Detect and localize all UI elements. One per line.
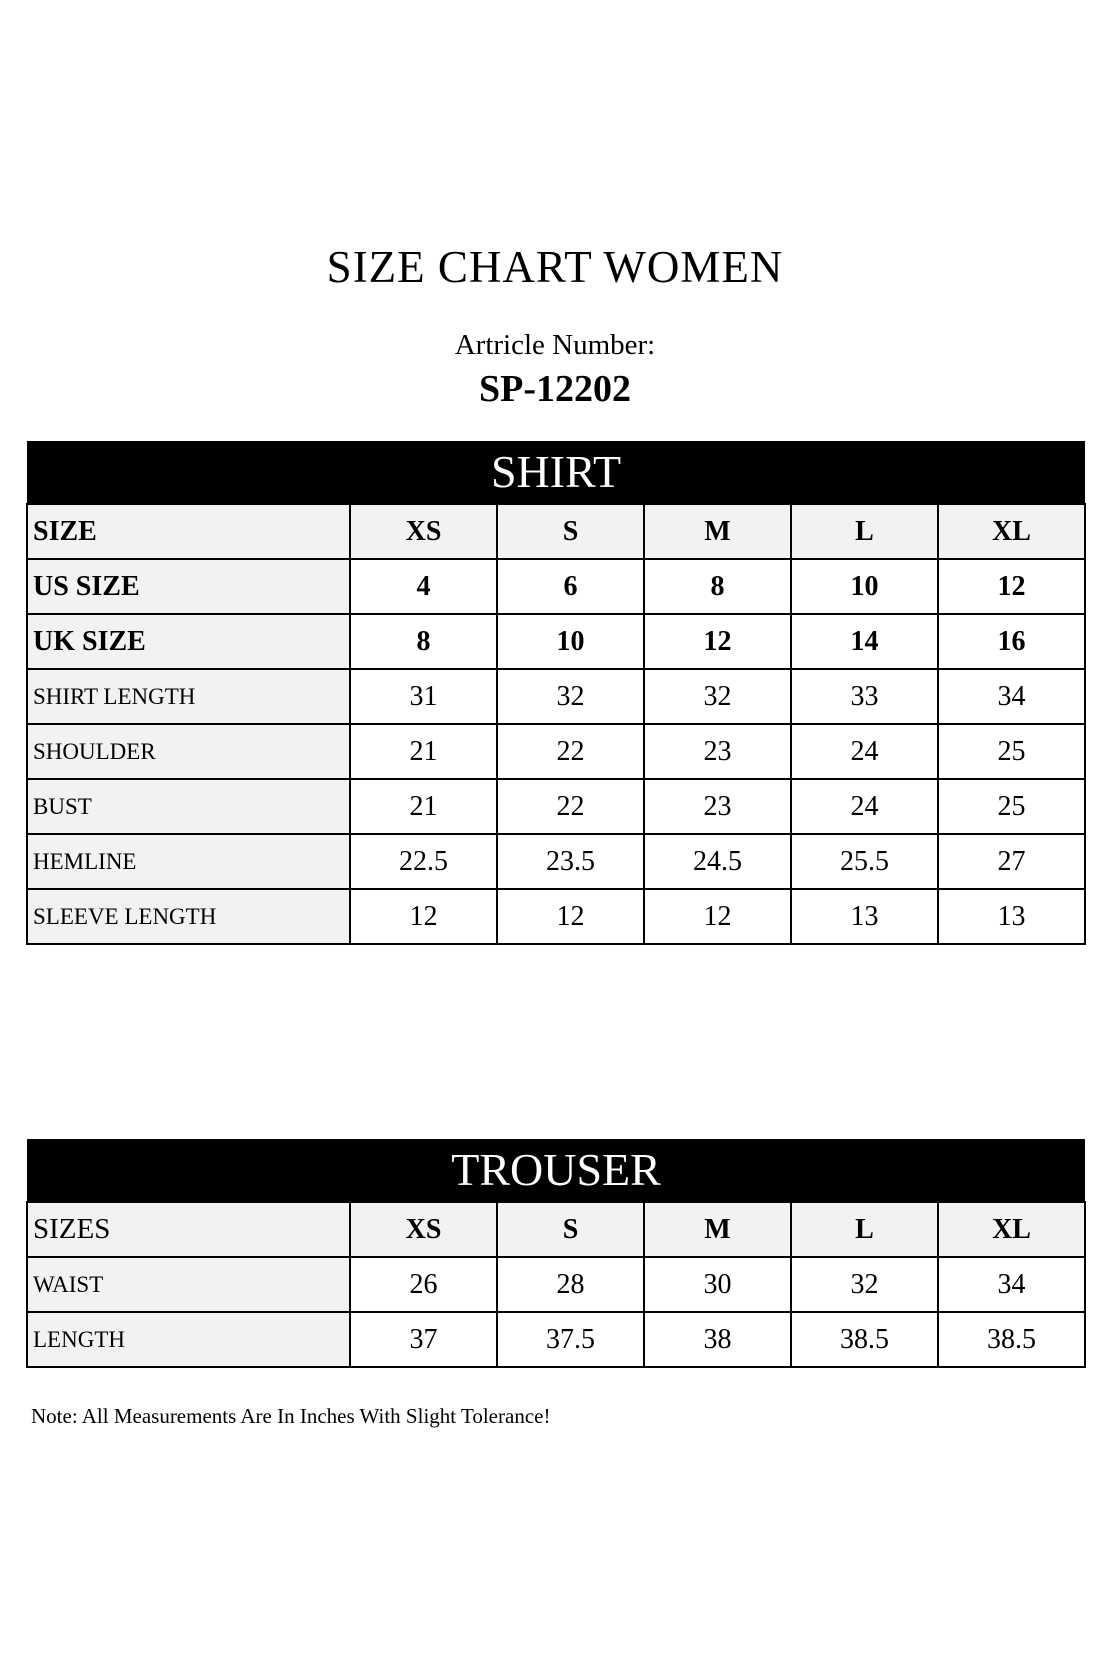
row-label: WAIST bbox=[27, 1257, 350, 1312]
table-cell: 12 bbox=[644, 614, 791, 669]
column-header: L bbox=[791, 1202, 938, 1257]
row-label: LENGTH bbox=[27, 1312, 350, 1367]
column-header: SIZE bbox=[27, 504, 350, 559]
table-cell: 25 bbox=[938, 779, 1085, 834]
table-row bbox=[27, 559, 1085, 614]
column-header: S bbox=[497, 1202, 644, 1257]
table-cell: 16 bbox=[938, 614, 1085, 669]
table-cell: 25 bbox=[938, 724, 1085, 779]
row-label: BUST bbox=[27, 779, 350, 834]
row-label: SHIRT LENGTH bbox=[27, 669, 350, 724]
table-cell: 24 bbox=[791, 724, 938, 779]
table-cell: 8 bbox=[644, 559, 791, 614]
table-cell: 28 bbox=[497, 1257, 644, 1312]
table-cell: 13 bbox=[791, 889, 938, 944]
table-cell: 38 bbox=[644, 1312, 791, 1367]
table-cell: 34 bbox=[938, 669, 1085, 724]
table-cell: 24.5 bbox=[644, 834, 791, 889]
table-header-row bbox=[27, 1202, 1085, 1257]
table-cell: 37 bbox=[350, 1312, 497, 1367]
table-cell: 38.5 bbox=[938, 1312, 1085, 1367]
column-header: L bbox=[791, 504, 938, 559]
table-cell: 21 bbox=[350, 724, 497, 779]
table-cell: 10 bbox=[497, 614, 644, 669]
table-cell: 37.5 bbox=[497, 1312, 644, 1367]
column-header: M bbox=[644, 1202, 791, 1257]
table-row bbox=[27, 834, 1085, 889]
table-cell: 32 bbox=[497, 669, 644, 724]
row-label: HEMLINE bbox=[27, 834, 350, 889]
table-cell: 32 bbox=[644, 669, 791, 724]
row-label: UK SIZE bbox=[27, 614, 350, 669]
table-cell: 12 bbox=[938, 559, 1085, 614]
table-cell: 13 bbox=[938, 889, 1085, 944]
table-cell: 38.5 bbox=[791, 1312, 938, 1367]
table-cell: 32 bbox=[791, 1257, 938, 1312]
trouser-size-table bbox=[26, 1139, 1086, 1368]
table-row bbox=[27, 1257, 1085, 1312]
shirt-size-table bbox=[26, 441, 1086, 945]
table-cell: 34 bbox=[938, 1257, 1085, 1312]
article-number-label: Artricle Number: bbox=[454, 329, 656, 361]
table-cell: 22 bbox=[497, 779, 644, 834]
column-header: SIZES bbox=[27, 1202, 350, 1257]
table-cell: 8 bbox=[350, 614, 497, 669]
table-cell: 4 bbox=[350, 559, 497, 614]
column-header: S bbox=[497, 504, 644, 559]
column-header: XL bbox=[938, 1202, 1085, 1257]
table-cell: 22 bbox=[497, 724, 644, 779]
table-cell: 23.5 bbox=[497, 834, 644, 889]
table-header-row bbox=[27, 504, 1085, 559]
table-row bbox=[27, 889, 1085, 944]
table-cell: 12 bbox=[350, 889, 497, 944]
measurement-note: Note: All Measurements Are In Inches With Slight Tolerance! bbox=[31, 1404, 551, 1428]
table-row bbox=[27, 614, 1085, 669]
row-label: SHOULDER bbox=[27, 724, 350, 779]
table-row bbox=[27, 669, 1085, 724]
table-cell: 33 bbox=[791, 669, 938, 724]
trouser-section-header: TROUSER bbox=[27, 1139, 1085, 1202]
table-cell: 25.5 bbox=[791, 834, 938, 889]
table-cell: 23 bbox=[644, 724, 791, 779]
shirt-section-header: SHIRT bbox=[27, 441, 1085, 504]
table-row bbox=[27, 1312, 1085, 1367]
table-cell: 10 bbox=[791, 559, 938, 614]
table-cell: 31 bbox=[350, 669, 497, 724]
table-cell: 14 bbox=[791, 614, 938, 669]
table-row bbox=[27, 724, 1085, 779]
table-row bbox=[27, 779, 1085, 834]
table-cell: 6 bbox=[497, 559, 644, 614]
table-cell: 24 bbox=[791, 779, 938, 834]
table-cell: 22.5 bbox=[350, 834, 497, 889]
table-cell: 26 bbox=[350, 1257, 497, 1312]
column-header: M bbox=[644, 504, 791, 559]
table-cell: 23 bbox=[644, 779, 791, 834]
table-cell: 21 bbox=[350, 779, 497, 834]
table-cell: 30 bbox=[644, 1257, 791, 1312]
row-label: US SIZE bbox=[27, 559, 350, 614]
page-title: SIZE CHART WOMEN bbox=[326, 242, 784, 292]
column-header: XS bbox=[350, 504, 497, 559]
table-cell: 12 bbox=[644, 889, 791, 944]
column-header: XS bbox=[350, 1202, 497, 1257]
article-number: SP-12202 bbox=[479, 368, 631, 410]
column-header: XL bbox=[938, 504, 1085, 559]
table-cell: 27 bbox=[938, 834, 1085, 889]
row-label: SLEEVE LENGTH bbox=[27, 889, 350, 944]
table-cell: 12 bbox=[497, 889, 644, 944]
